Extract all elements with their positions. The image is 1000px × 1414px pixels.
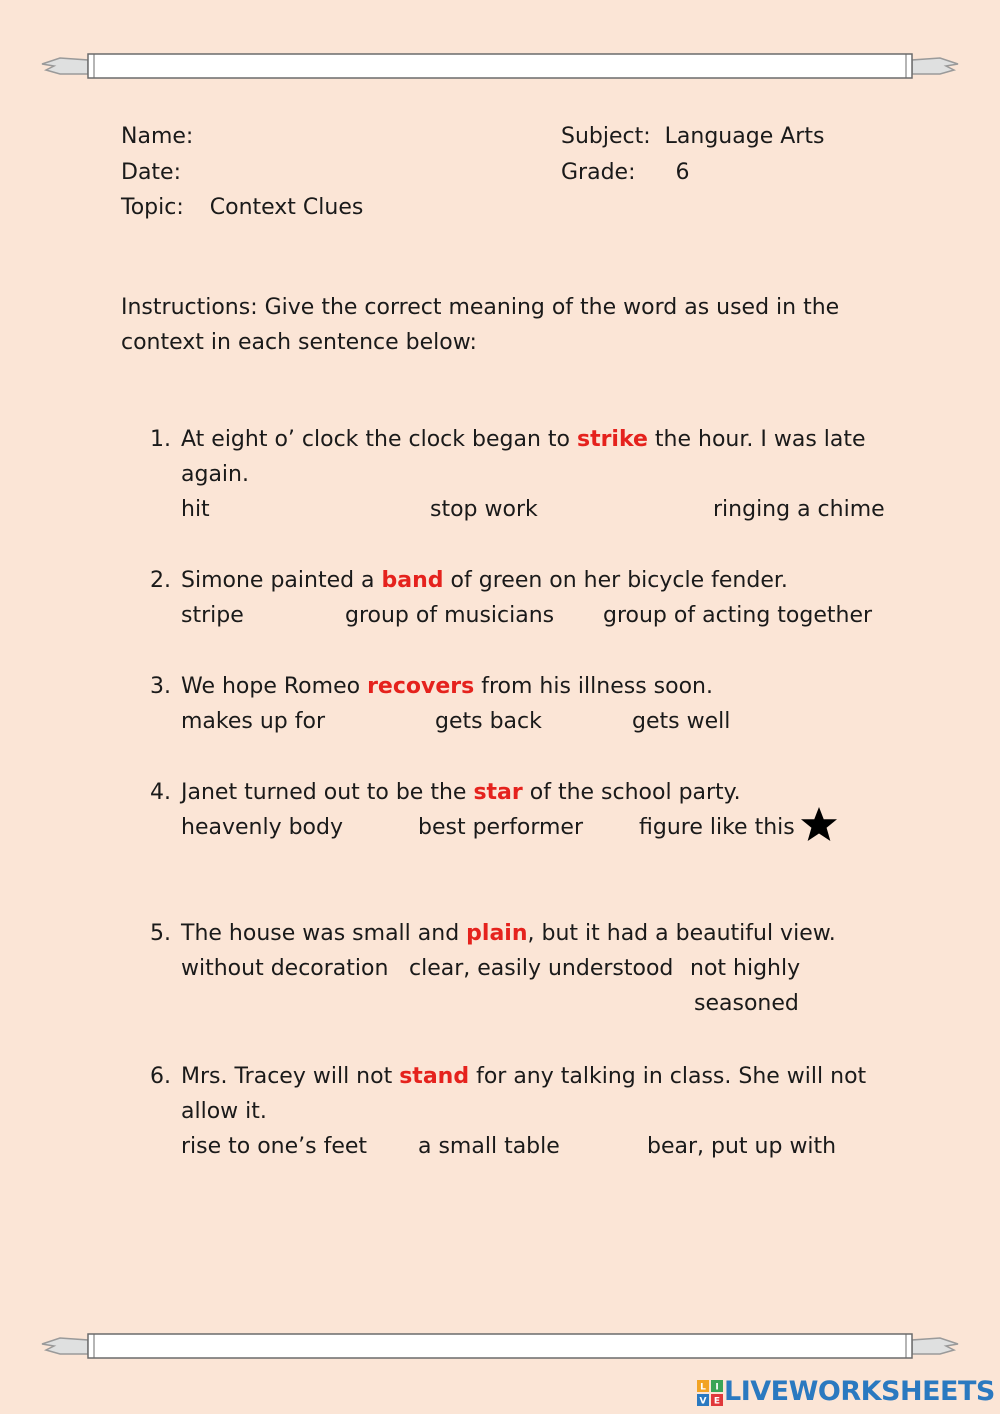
answer-option[interactable]: stripe (181, 603, 244, 628)
option-line: not highly (690, 956, 801, 981)
answer-option[interactable]: best performer (418, 815, 583, 840)
topic-value: Context Clues (209, 195, 364, 220)
answer-option[interactable]: gets back (435, 709, 542, 734)
question-sentence (150, 563, 890, 598)
target-word: star (473, 780, 523, 805)
answer-options (150, 810, 890, 845)
name-label: Name: (121, 124, 194, 149)
question-sentence (150, 916, 890, 951)
answer-options (150, 704, 890, 739)
target-word: plain (466, 921, 528, 946)
question-sentence (150, 775, 890, 810)
question-number: 1. (150, 427, 171, 452)
subject-value: Language Arts (664, 124, 825, 149)
sentence-text: We hope Romeo (181, 674, 368, 699)
question-sentence (150, 669, 890, 704)
answer-option[interactable]: figure like this (639, 815, 795, 840)
question-number: 6. (150, 1064, 171, 1089)
target-word: band (381, 568, 444, 593)
answer-option[interactable]: ringing a chime (713, 497, 885, 522)
answer-option[interactable]: group of musicians (345, 603, 555, 628)
answer-option[interactable] (690, 951, 800, 1021)
top-scroll-banner (40, 50, 960, 82)
answer-options (150, 951, 890, 1016)
target-word: recovers (367, 674, 475, 699)
question-sentence (150, 422, 890, 492)
question-2 (150, 563, 890, 633)
answer-options (150, 598, 890, 633)
sentence-text: of green on her bicycle fender. (443, 568, 788, 593)
topic-label: Topic: (121, 195, 184, 220)
sentence-text: the hour. I was late again. (181, 427, 866, 487)
grade-value: 6 (675, 160, 690, 185)
svg-text:L: L (700, 1382, 706, 1393)
answer-option[interactable]: clear, easily understood (409, 956, 674, 981)
question-number: 3. (150, 674, 171, 699)
sentence-text: from his illness soon. (474, 674, 713, 699)
sentence-text: , but it had a beautiful view. (527, 921, 836, 946)
answer-option[interactable]: bear, put up with (647, 1134, 837, 1159)
sentence-text: Simone painted a (181, 568, 382, 593)
answer-option[interactable]: stop work (430, 497, 538, 522)
svg-text:I: I (715, 1382, 719, 1393)
date-label: Date: (121, 160, 181, 185)
answer-option[interactable]: rise to one’s feet (181, 1134, 368, 1159)
answer-option[interactable]: group of acting together (603, 603, 873, 628)
question-number: 2. (150, 568, 171, 593)
answer-option[interactable]: heavenly body (181, 815, 343, 840)
question-5 (150, 916, 890, 1016)
answer-option[interactable]: makes up for (181, 709, 326, 734)
svg-text:E: E (713, 1396, 721, 1406)
grade-label: Grade: (561, 160, 636, 185)
answer-option[interactable]: a small table (418, 1134, 560, 1159)
grade-field (561, 159, 690, 187)
subject-label: Subject: (561, 124, 651, 149)
brand-name: LIVEWORKSHEETS (724, 1376, 995, 1407)
question-number: 4. (150, 780, 171, 805)
topic-field (121, 194, 363, 222)
question-4 (150, 775, 890, 845)
question-6 (150, 1059, 890, 1164)
target-word: strike (576, 427, 648, 452)
option-line: seasoned (694, 991, 799, 1016)
svg-text:V: V (699, 1396, 707, 1406)
answer-options (150, 1129, 890, 1164)
name-field (121, 123, 193, 151)
target-word: stand (399, 1064, 470, 1089)
sentence-text: The house was small and (181, 921, 467, 946)
sentence-text: for any talking in class. She will not allow it. (181, 1064, 867, 1124)
question-sentence (150, 1059, 890, 1129)
sentence-text: At eight o’ clock the clock began to (181, 427, 577, 452)
answer-option[interactable]: without decoration (181, 956, 389, 981)
question-number: 5. (150, 921, 171, 946)
answer-options (150, 492, 890, 527)
question-1 (150, 422, 890, 527)
question-3 (150, 669, 890, 739)
answer-option[interactable]: gets well (632, 709, 731, 734)
answer-option[interactable]: hit (181, 497, 210, 522)
sentence-text: Janet turned out to be the (181, 780, 474, 805)
sentence-text: Mrs. Tracey will not (181, 1064, 400, 1089)
instructions-text: Instructions: Give the correct meaning of the word as used in the context in each sentence below: (121, 295, 840, 355)
bottom-scroll-banner (40, 1330, 960, 1362)
date-field (121, 159, 181, 187)
subject-field (561, 123, 824, 151)
liveworksheets-logo-icon (697, 1380, 723, 1406)
star-icon (800, 806, 838, 842)
sentence-text: of the school party. (522, 780, 741, 805)
